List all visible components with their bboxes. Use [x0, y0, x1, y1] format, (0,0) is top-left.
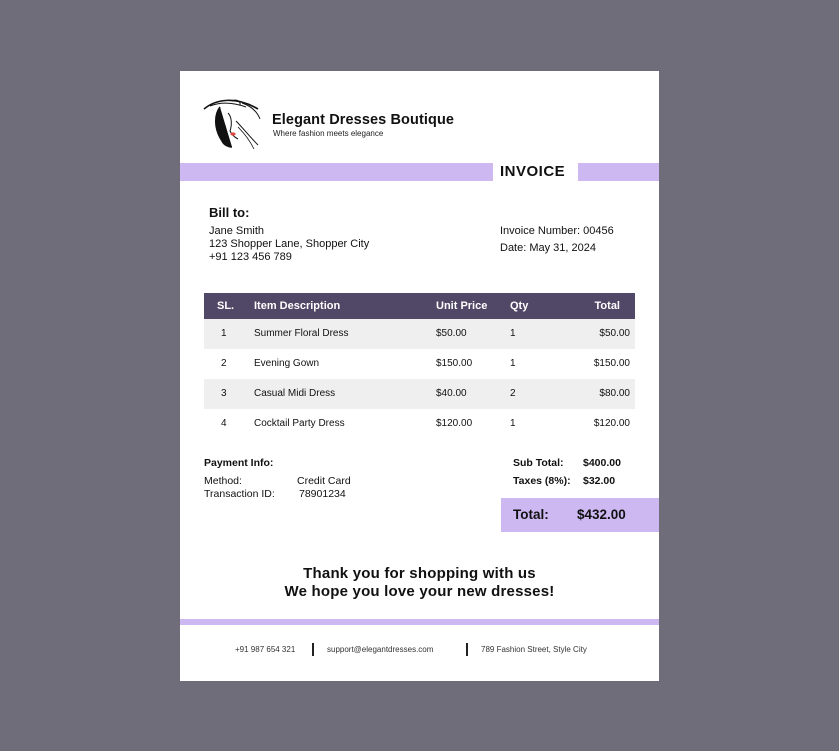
footer-address: 789 Fashion Street, Style City [481, 645, 587, 654]
row-qty: 1 [510, 328, 516, 339]
row-description: Evening Gown [254, 358, 320, 369]
items-table [204, 293, 635, 439]
row-total: $120.00 [593, 418, 630, 429]
invoice-date: Date: May 31, 2024 [500, 242, 597, 254]
footer-divider [466, 643, 468, 656]
grand-total-value: $432.00 [577, 507, 626, 522]
payment-info-heading: Payment Info: [204, 457, 274, 469]
row-qty: 1 [510, 358, 516, 369]
invoice-number: Invoice Number: 00456 [500, 225, 614, 237]
table-row [204, 409, 635, 439]
row-sl: 3 [221, 388, 227, 399]
row-total: $150.00 [593, 358, 630, 369]
brand-tagline: Where fashion meets elegance [273, 129, 384, 138]
table-row [204, 319, 635, 349]
tax-value: $32.00 [583, 475, 616, 487]
row-unit-price: $40.00 [436, 388, 467, 399]
invoice-page [180, 71, 659, 681]
row-unit-price: $150.00 [436, 358, 473, 369]
footer-band [180, 619, 659, 625]
row-sl: 4 [221, 418, 227, 429]
row-sl: 1 [221, 328, 227, 339]
customer-address: 123 Shopper Lane, Shopper City [209, 238, 370, 250]
row-description: Casual Midi Dress [254, 388, 336, 399]
footer-divider [312, 643, 314, 656]
customer-phone: +91 123 456 789 [209, 251, 292, 263]
thanks-line-1: Thank you for shopping with us [303, 565, 536, 582]
transaction-id-label: Transaction ID: [204, 488, 275, 500]
woman-with-hat-icon [202, 97, 262, 151]
header-total: Total [594, 300, 620, 312]
row-description: Cocktail Party Dress [254, 418, 345, 429]
row-total: $50.00 [599, 328, 630, 339]
grand-total-box [501, 498, 659, 532]
header-description: Item Description [254, 300, 341, 312]
subtotal-label: Sub Total: [513, 457, 564, 469]
row-total: $80.00 [599, 388, 630, 399]
table-row [204, 379, 635, 409]
transaction-id-value: 78901234 [299, 488, 346, 500]
payment-method-value: Credit Card [297, 475, 351, 487]
row-description: Summer Floral Dress [254, 328, 349, 339]
brand-name: Elegant Dresses Boutique [272, 112, 455, 128]
row-sl: 2 [221, 358, 227, 369]
table-row [204, 349, 635, 379]
thanks-line-2: We hope you love your new dresses! [284, 583, 555, 600]
header-unit-price: Unit Price [436, 300, 488, 312]
footer-email: support@elegantdresses.com [327, 645, 434, 654]
subtotal-value: $400.00 [583, 457, 621, 469]
row-unit-price: $50.00 [436, 328, 467, 339]
row-unit-price: $120.00 [436, 418, 473, 429]
bill-to-heading: Bill to: [209, 205, 250, 220]
payment-method-label: Method: [204, 475, 242, 487]
invoice-title: INVOICE [500, 163, 566, 180]
footer-phone: +91 987 654 321 [235, 645, 296, 654]
header-sl: SL. [217, 300, 235, 312]
grand-total-label: Total: [513, 507, 549, 522]
tax-label: Taxes (8%): [513, 475, 571, 487]
row-qty: 2 [510, 388, 516, 399]
header-band-right [578, 163, 659, 181]
header-band-left [180, 163, 493, 181]
customer-name: Jane Smith [209, 225, 265, 237]
header-qty: Qty [510, 300, 529, 312]
row-qty: 1 [510, 418, 516, 429]
items-table-header [204, 293, 635, 319]
